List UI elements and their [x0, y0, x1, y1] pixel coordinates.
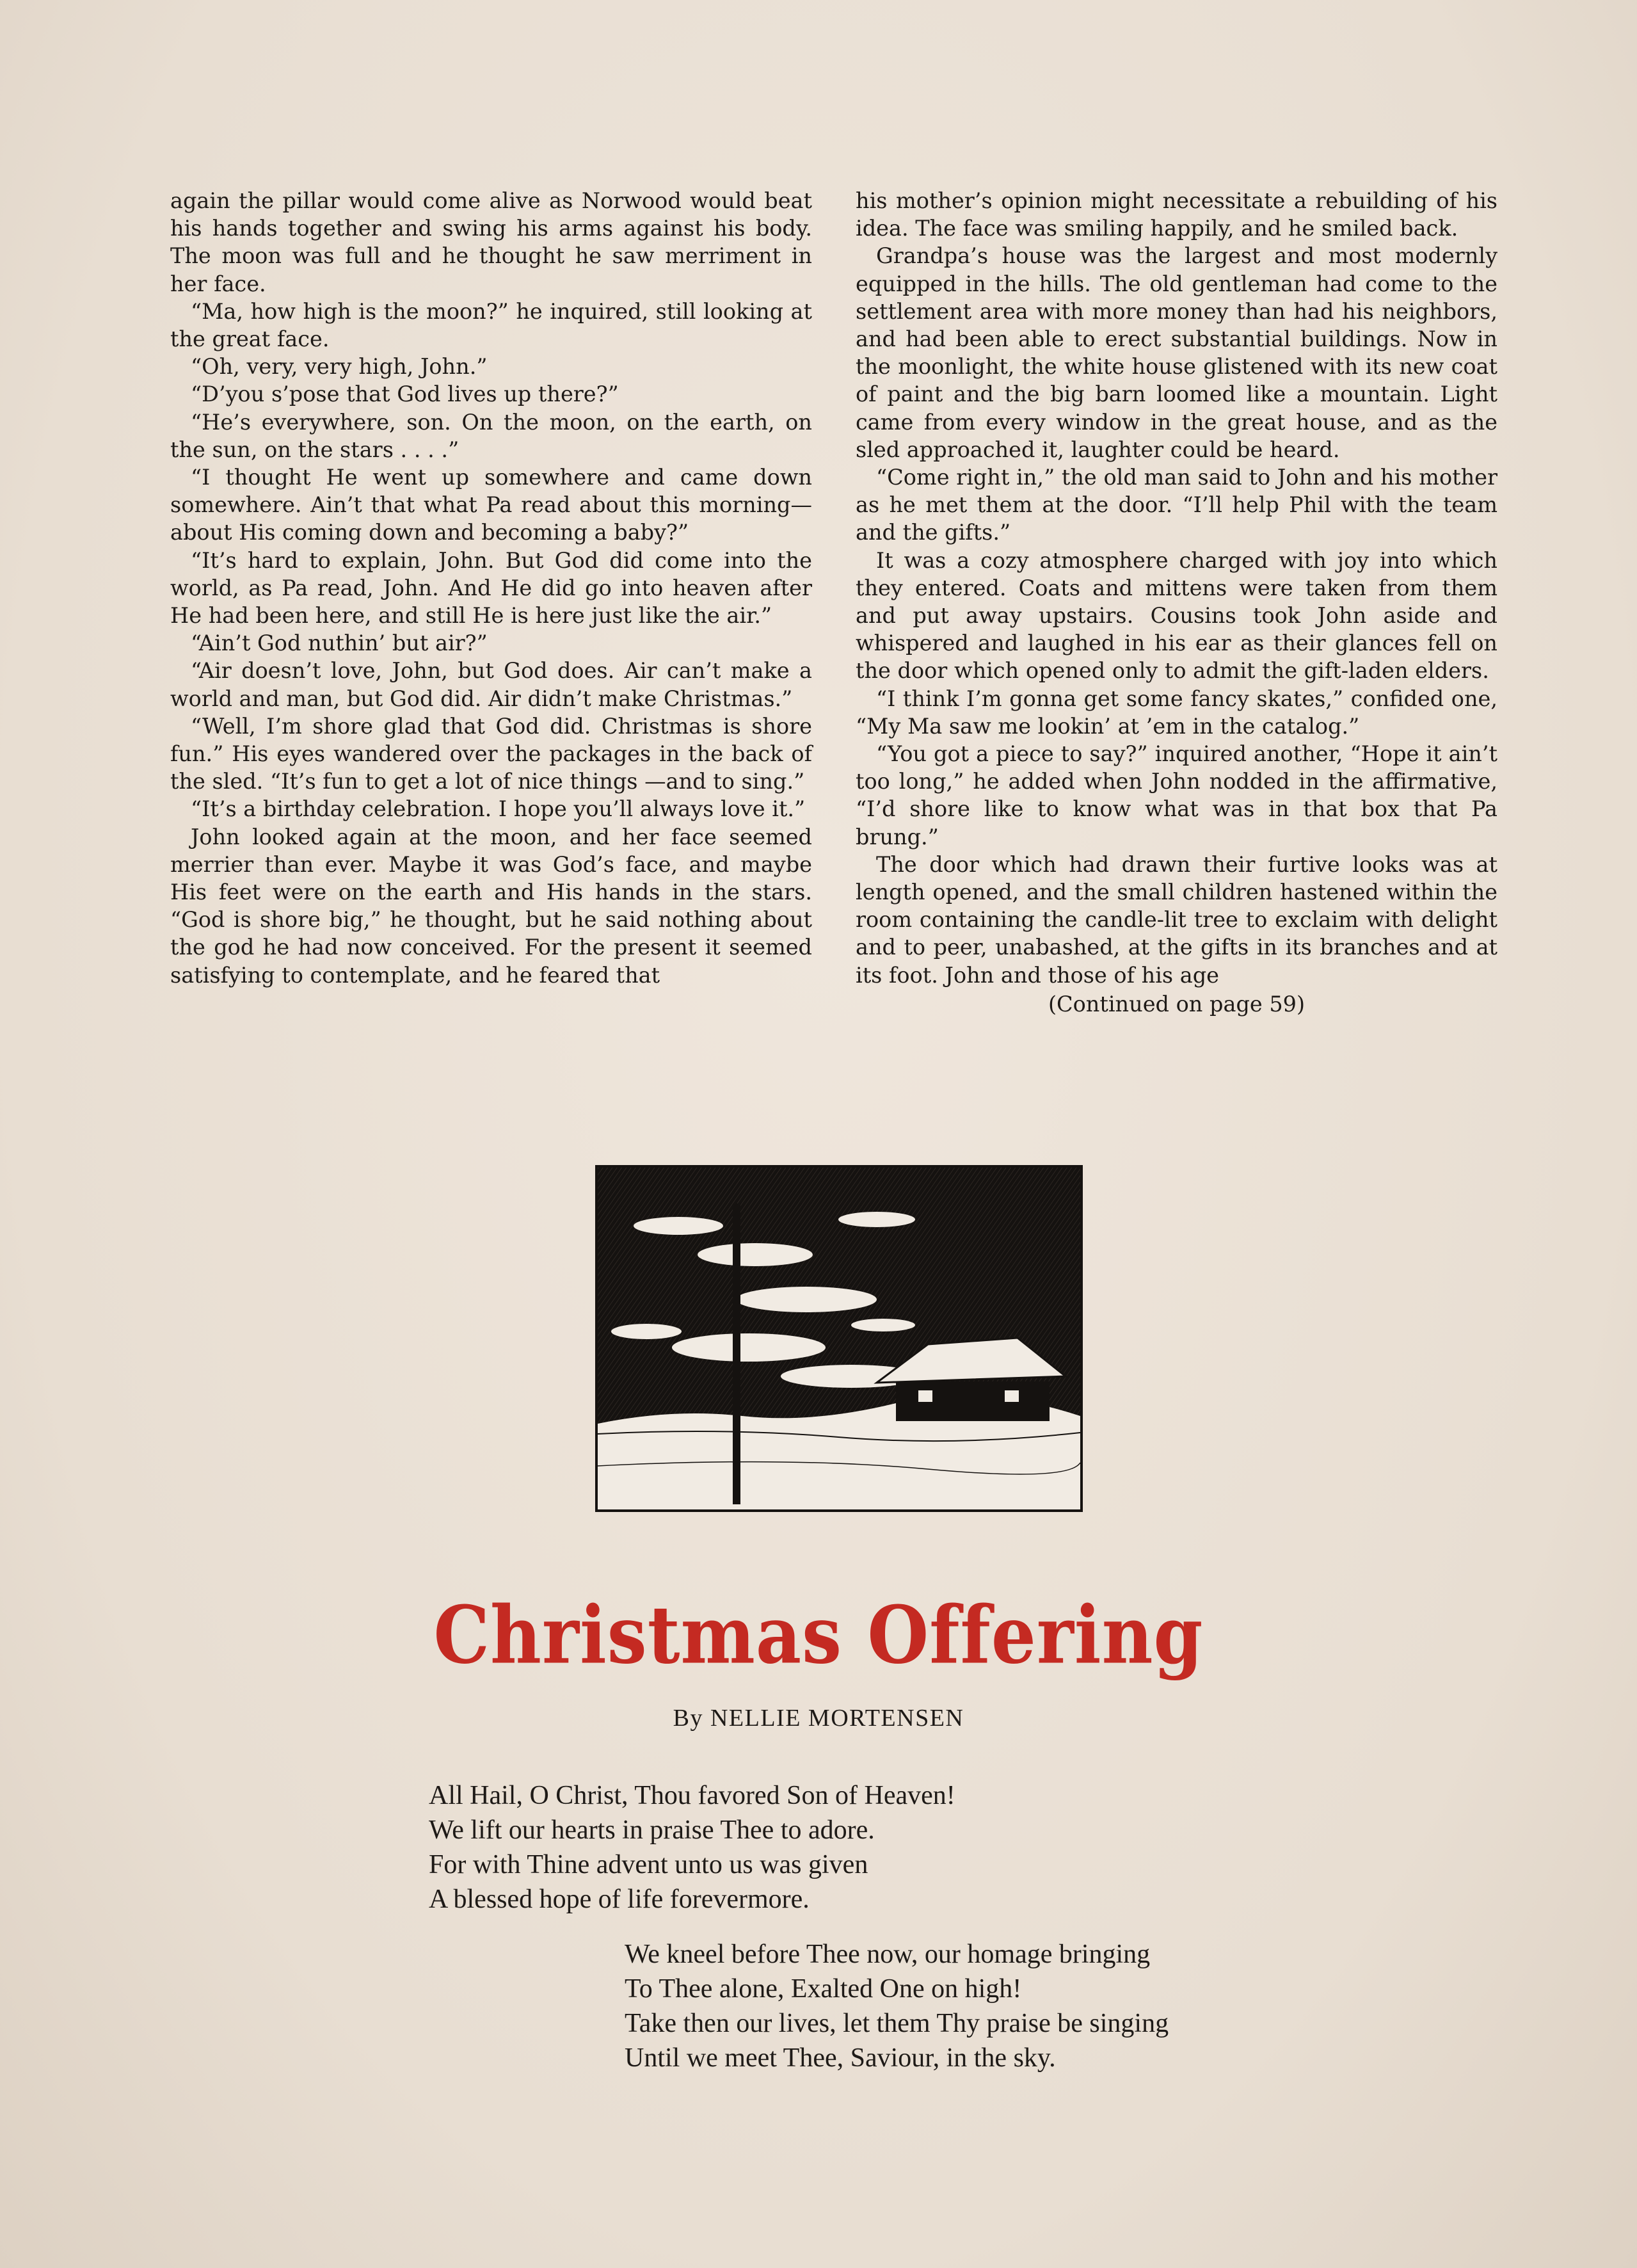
article-paragraph: “D’you s’pose that God lives up there?”	[191, 382, 619, 407]
poem-byline: By NELLIE MORTENSEN	[673, 1705, 964, 1732]
poem-line: We lift our hearts in praise Thee to adore.	[429, 1815, 875, 1845]
snowy-pine-cabin-woodcut	[595, 1165, 1083, 1512]
left-column	[170, 187, 812, 1096]
poem-line: A blessed hope of life forevermore.	[429, 1885, 810, 1914]
article-paragraph: The door which had drawn their furtive looks was at length opened, and the small children hastened within the room containing the candle-lit tree to exclaim with delight and to peer, unabashed, at the gifts in its branches and at its foot. John and those of his age	[856, 851, 1497, 988]
article-paragraph: It was a cozy atmosphere charged with joy into which they entered. Coats and mittens were taken from them and put away upstairs. Cousins took John aside and whispered and laughed in his ear as their glances fell on the door which opened only to admit the gift-laden elders.	[856, 547, 1497, 684]
poem-stanza-1	[429, 1778, 955, 1917]
article-paragraph: “Well, I’m shore glad that God did. Christmas is shore fun.” His eyes wandered over the packages in the back of the sled. “It’s fun to get a lot of nice things —and to sing.”	[170, 713, 812, 794]
right-column	[856, 187, 1497, 1096]
article-paragraph: again the pillar would come alive as Norwood would beat his hands together and swing his arms against his body. The moon was full and he thought he saw merriment in her face.	[170, 188, 812, 296]
article-paragraph: “It’s hard to explain, John. But God did come into the world, as Pa read, John. And He did go into heaven after He had been here, and still He is here just like the air.”	[170, 547, 812, 629]
article-paragraph: “It’s a birthday celebration. I hope you’ll always love it.”	[191, 796, 806, 822]
poem-line: Take then our lives, let them Thy praise be singing	[625, 2009, 1169, 2038]
poem-title: Christmas Offering	[433, 1589, 1204, 1682]
article-paragraph: Grandpa’s house was the largest and most modernly equipped in the hills. The old gentleman had come to the settlement area with more money than had his neighbors, and had been able to erect substantial buildings. Now in the moonlight, the white house glistened with its new coat of paint and the big barn loomed like a mountain. Light came from every window in the great house, and as the sled approached it, laughter could be heard.	[856, 243, 1497, 462]
continued-note: (Continued on page 59)	[1048, 991, 1306, 1017]
article-paragraph: John looked again at the moon, and her face seemed merrier than ever. Maybe it was God’s face, and maybe His feet were on the earth and His hands in the stars. “God is shore big,” he thought, but he said nothing about the god he had now conceived. For the present it seemed satisfying to contemplate, and he feared that	[170, 824, 812, 988]
poem-line: To Thee alone, Exalted One on high!	[625, 1974, 1022, 2004]
poem-line: Until we meet Thee, Saviour, in the sky.	[625, 2043, 1056, 2073]
poem-line: For with Thine advent unto us was given	[429, 1850, 868, 1879]
article-paragraph: his mother’s opinion might necessitate a rebuilding of his idea. The face was smiling happily, and he smiled back.	[856, 188, 1497, 241]
article-columns	[170, 187, 1497, 1096]
article-paragraph: “I thought He went up somewhere and came down somewhere. Ain’t that what Pa read about this morning—about His coming down and becoming a baby?”	[170, 465, 812, 545]
article-paragraph: “Oh, very, very high, John.”	[191, 354, 488, 380]
article-paragraph: “He’s everywhere, son. On the moon, on the earth, on the sun, on the stars . . . .”	[170, 409, 812, 462]
article-paragraph: “I think I’m gonna get some fancy skates,” confided one, “My Ma saw me lookin’ at ’em in the catalog.”	[856, 686, 1497, 739]
article-paragraph: “Come right in,” the old man said to John and his mother as he met them at the door. “I’ll help Phil with the team and the gifts.”	[856, 465, 1497, 545]
poem-line: We kneel before Thee now, our homage bringing	[625, 1940, 1151, 1969]
article-paragraph: “You got a piece to say?” inquired another, “Hope it ain’t too long,” he added when John nodded in the affirmative, “I’d shore like to know what was in that box that Pa brung.”	[856, 741, 1497, 849]
article-paragraph: “Ain’t God nuthin’ but air?”	[191, 631, 488, 656]
article-paragraph: “Ma, how high is the moon?” he inquired, still looking at the great face.	[170, 298, 812, 352]
article-paragraph: “Air doesn’t love, John, but God does. Air can’t make a world and man, but God did. Air didn’t make Christmas.”	[170, 658, 812, 711]
poem-line: All Hail, O Christ, Thou favored Son of Heaven!	[429, 1781, 955, 1810]
poem-stanza-2	[625, 1937, 1169, 2075]
